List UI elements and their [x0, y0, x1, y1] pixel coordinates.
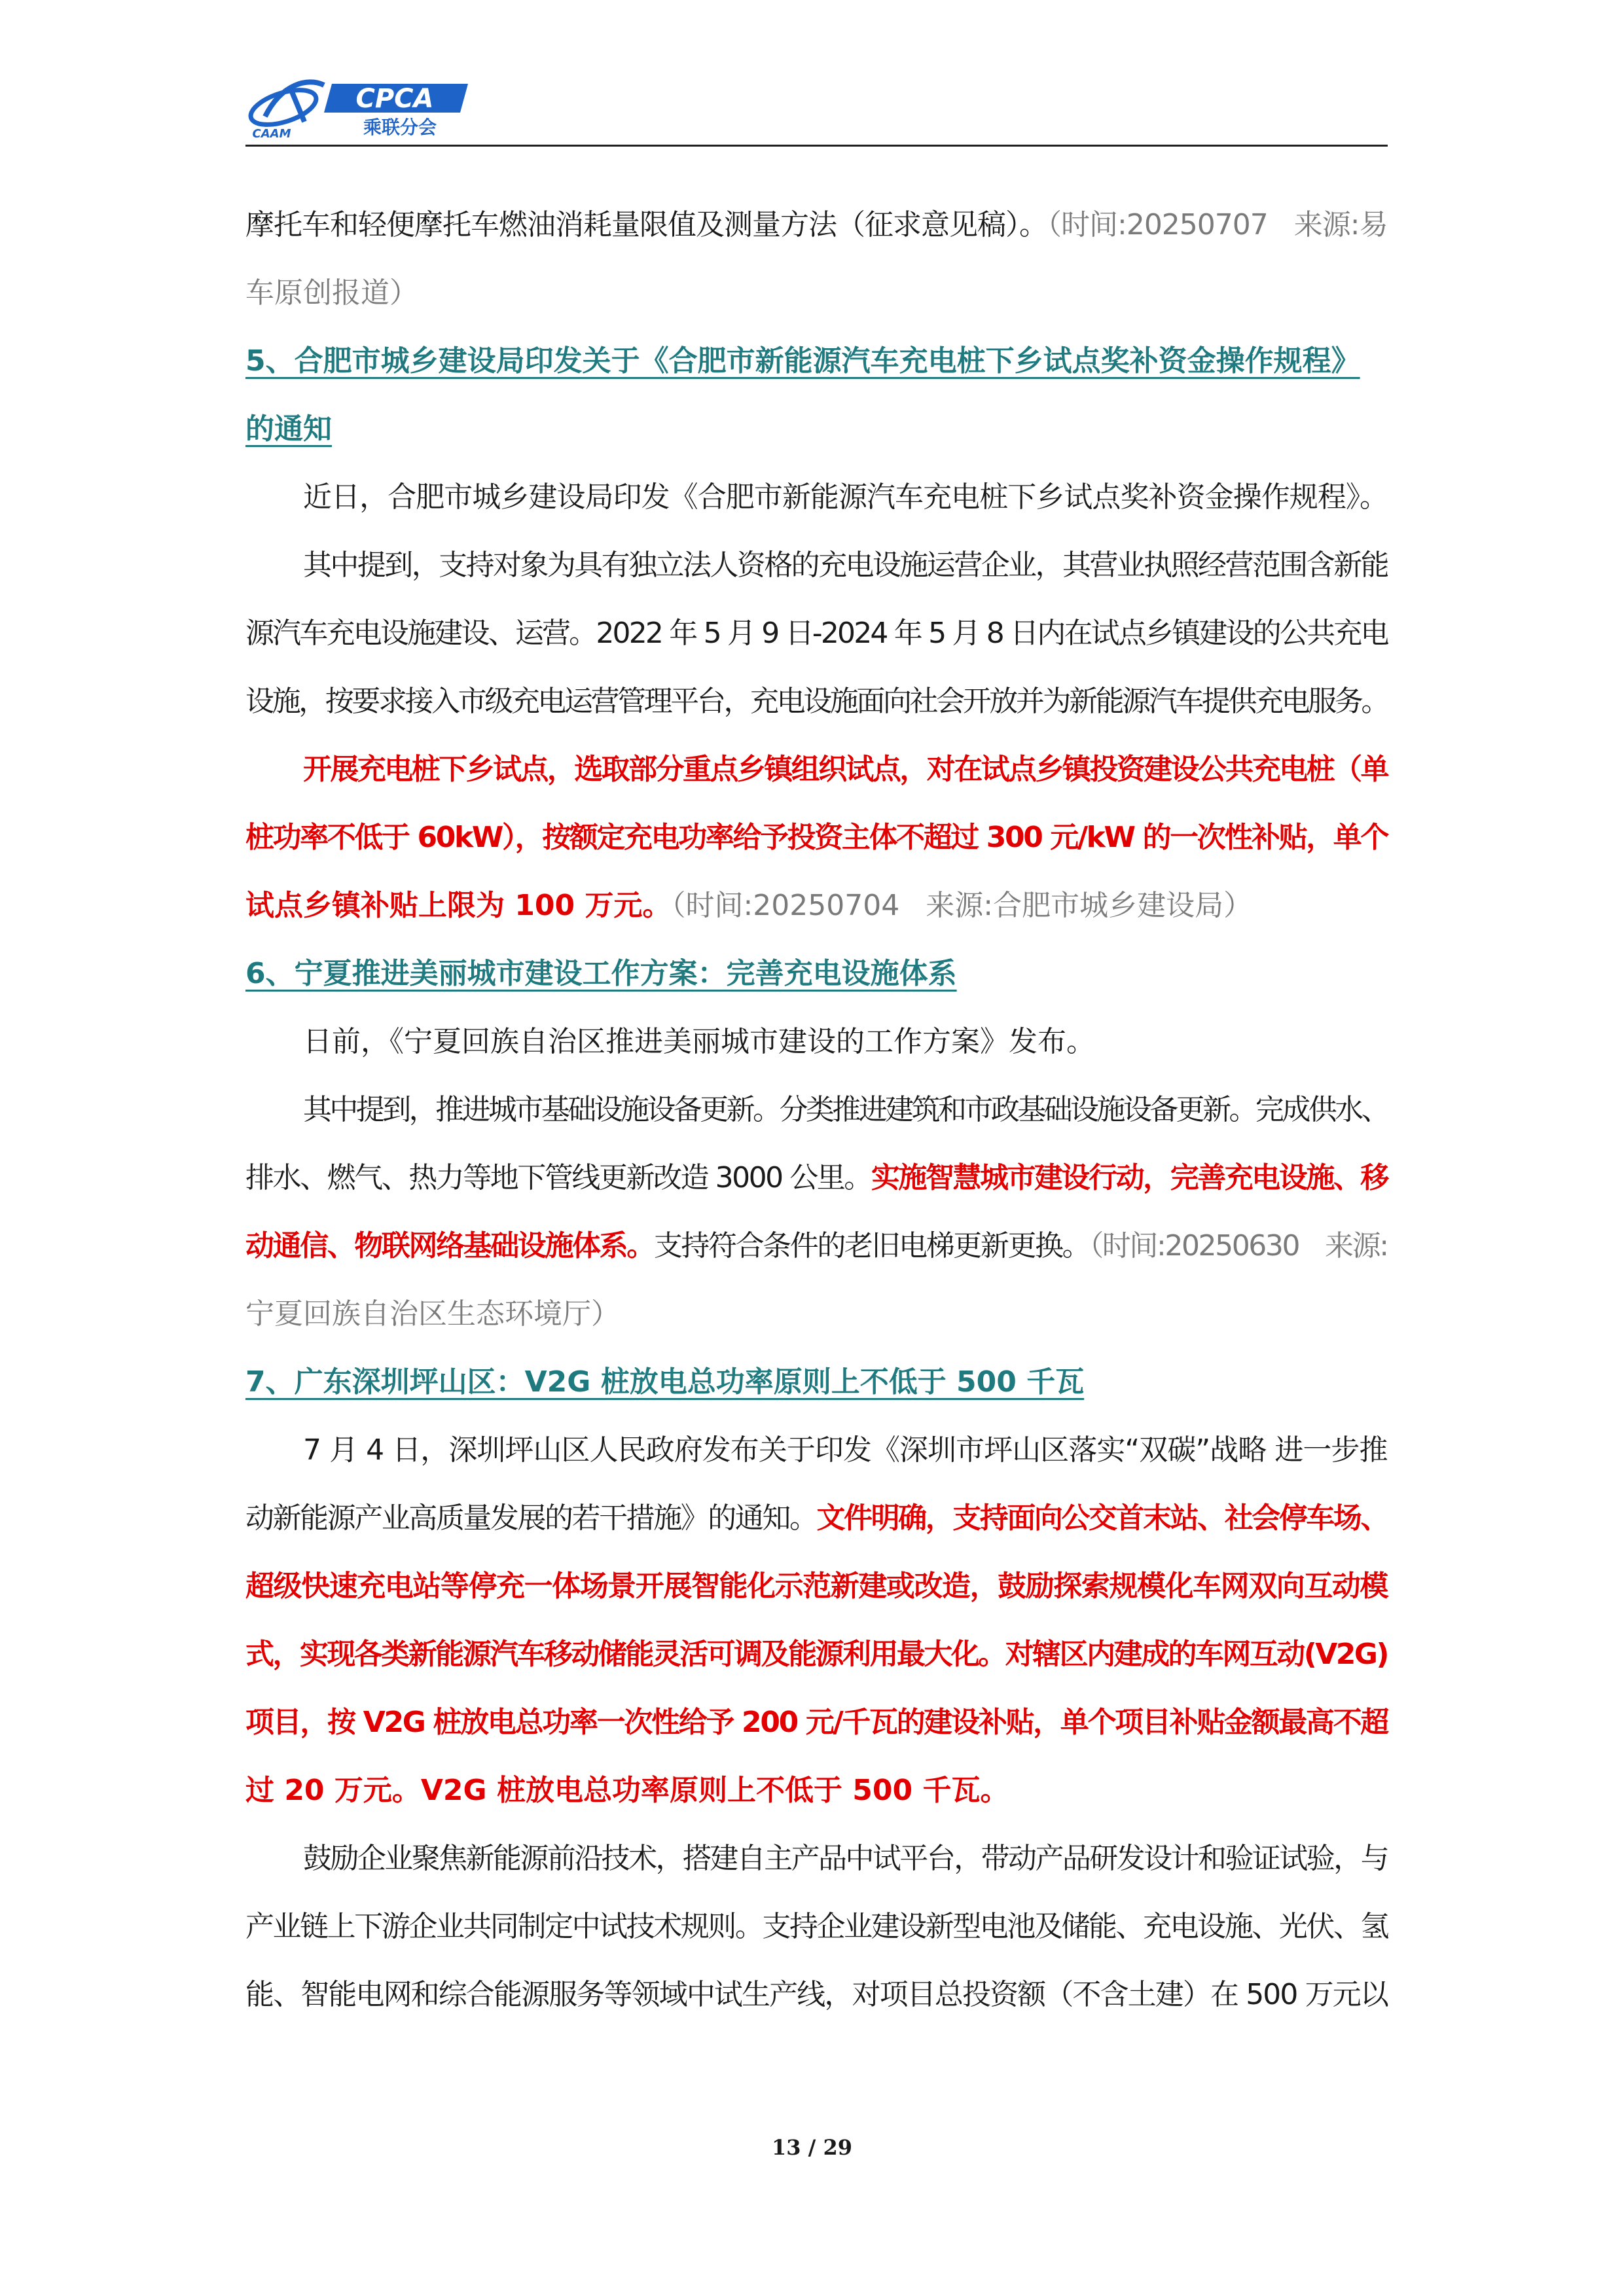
paragraph-line: 产业链上下游企业共同制定中试技术规则。支持企业建设新型电池及储能、充电设施、光伏、氢 — [245, 1910, 1388, 1943]
page-number: 13 / 29 — [771, 2135, 853, 2160]
paragraph-line: 源汽车充电设施建设、运营。2022 年 5 月 9 日-2024 年 5 月 8 日内在试点乡镇建设的公共充电 — [245, 617, 1388, 650]
paragraph-line: 其中提到，支持对象为具有独立法人资格的充电设施运营企业，其营业执照经营范围含新能 — [303, 548, 1388, 582]
header-divider — [245, 145, 1388, 147]
source-note: 来源: — [1325, 1229, 1388, 1263]
emphasis-line: 试点乡镇补贴上限为 100 万元。（时间:20250704 来源:合肥市城乡建设局） — [245, 889, 1253, 922]
paragraph-line: 能、智能电网和综合能源服务等领域中试生产线，对项目总投资额（不含土建）在 500 万元以 — [245, 1978, 1388, 2011]
emphasis-line: 桩功率不低于 60kW），按额定充电功率给予投资主体不超过 300 元/kW 的一次性补贴，单个 — [245, 821, 1388, 854]
paragraph-line: 其中提到，推进城市基础设施设备更新。分类推进建筑和市政基础设施设备更新。完成供水、 — [303, 1093, 1388, 1126]
section-heading: 7、广东深圳坪山区：V2G 桩放电总功率原则上不低于 500 千瓦 — [245, 1365, 1085, 1399]
paragraph-line: 鼓励企业聚焦新能源前沿技术，搭建自主产品中试平台，带动产品研发设计和验证试验，与 — [303, 1842, 1388, 1875]
source-note: （时间:20250704 — [671, 889, 900, 922]
paragraph-line: 7 月 4 日，深圳坪山区人民政府发布关于印发《深圳市坪山区落实“双碳”战略 进一步推 — [303, 1433, 1388, 1467]
text-line — [245, 259, 1388, 327]
emphasis-line: 过 20 万元。V2G 桩放电总功率原则上不低于 500 千瓦。 — [245, 1774, 1009, 1807]
source-note: 宁夏回族自治区生态环境厅） — [245, 1297, 620, 1331]
paragraph-line: 动新能源产业高质量发展的若干措施》的通知。文件明确，支持面向公交首末站、社会停车场、 — [245, 1501, 1388, 1535]
emphasis-line: 项目，按 V2G 桩放电总功率一次性给予 200 元/千瓦的建设补贴，单个项目补贴金额最高不超 — [245, 1706, 1388, 1739]
paragraph-line: 近日，合肥市城乡建设局印发《合肥市新能源汽车充电桩下乡试点奖补资金操作规程》。 — [303, 480, 1388, 514]
text-line: 摩托车和轻便摩托车燃油消耗量限值及测量方法（征求意见稿）。（时间:20250707 来源:易 — [245, 208, 1388, 242]
section-heading: 的通知 — [245, 412, 332, 446]
section-heading: 5、合肥市城乡建设局印发关于《合肥市新能源汽车充电桩下乡试点奖补资金操作规程》 — [245, 344, 1360, 378]
logo-script: CAAM — [252, 127, 291, 141]
source-note: 来源:合肥市城乡建设局） — [926, 889, 1253, 922]
source-note: 来源:易 — [1293, 208, 1388, 242]
logo-brand: CPCA — [355, 84, 434, 114]
cpca-logo — [245, 71, 481, 141]
text-line — [245, 1280, 1388, 1348]
paragraph-line: 日前，《宁夏回族自治区推进美丽城市建设的工作方案》发布。 — [303, 1025, 1095, 1058]
source-note: 车原创报道） — [245, 276, 418, 310]
section-heading: 6、宁夏推进美丽城市建设工作方案：完善充电设施体系 — [245, 957, 957, 990]
paragraph-line: 设施，按要求接入市级充电运营管理平台，充电设施面向社会开放并为新能源汽车提供充电服务。 — [245, 685, 1388, 718]
source-note: （时间:20250630 — [1089, 1229, 1299, 1263]
emphasis-line: 超级快速充电站等停充一体场景开展智能化示范新建或改造，鼓励探索规模化车网双向互动模 — [245, 1570, 1388, 1603]
emphasis-line: 式，实现各类新能源汽车移动储能灵活可调及能源利用最大化。对辖区内建成的车网互动(V2G) — [245, 1638, 1388, 1671]
source-note: （时间:20250707 — [1047, 208, 1268, 242]
page-header — [245, 71, 1388, 147]
paragraph-line: 排水、燃气、热力等地下管线更新改造 3000 公里。实施智慧城市建设行动，完善充电设施、移 — [245, 1161, 1388, 1194]
logo-sub: 乘联分会 — [363, 117, 437, 138]
paragraph-line: 动通信、物联网络基础设施体系。支持符合条件的老旧电梯更新更换。（时间:20250630 来源: — [245, 1229, 1388, 1263]
emphasis-line: 开展充电桩下乡试点，选取部分重点乡镇组织试点，对在试点乡镇投资建设公共充电桩（单 — [303, 753, 1388, 786]
article-body — [245, 191, 1388, 2029]
